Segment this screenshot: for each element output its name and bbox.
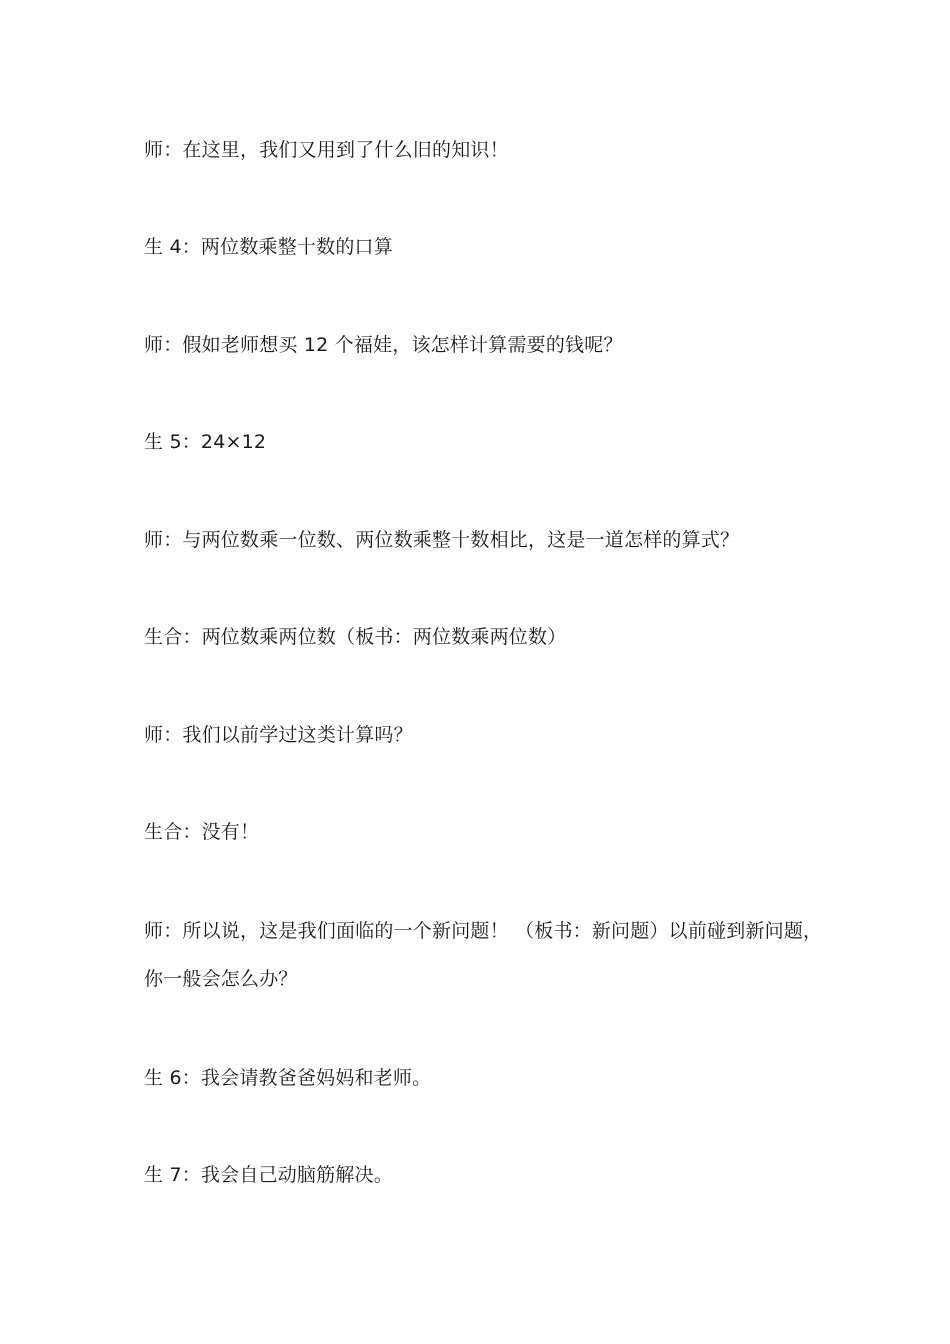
dialogue-line-class-2: 生合：没有！ (144, 821, 260, 843)
dialogue-line-teacher-1: 师：在这里，我们又用到了什么旧的知识！ (144, 139, 509, 161)
dialogue-line-teacher-5-part-1: 师：所以说，这是我们面临的一个新问题！ （板书：新问题）以前碰到新问题， (144, 920, 823, 942)
dialogue-line-teacher-3: 师：与两位数乘一位数、两位数乘整十数相比，这是一道怎样的算式？ (144, 529, 740, 551)
dialogue-line-student-4: 生 4：两位数乘整十数的口算 (144, 236, 393, 258)
dialogue-line-student-7: 生 7：我会自己动脑筋解决。 (144, 1164, 393, 1186)
dialogue-line-class-1: 生合：两位数乘两位数（板书：两位数乘两位数） (144, 626, 567, 648)
dialogue-line-teacher-5-part-2: 你一般会怎么办？ (144, 968, 298, 990)
dialogue-line-teacher-2: 师：假如老师想买 12 个福娃，该怎样计算需要的钱呢？ (144, 334, 623, 356)
dialogue-line-teacher-5 (144, 907, 824, 1003)
dialogue-line-teacher-4: 师：我们以前学过这类计算吗？ (144, 724, 413, 746)
dialogue-line-student-5: 生 5：24×12 (144, 431, 267, 453)
dialogue-line-student-6: 生 6：我会请教爸爸妈妈和老师。 (144, 1067, 432, 1089)
